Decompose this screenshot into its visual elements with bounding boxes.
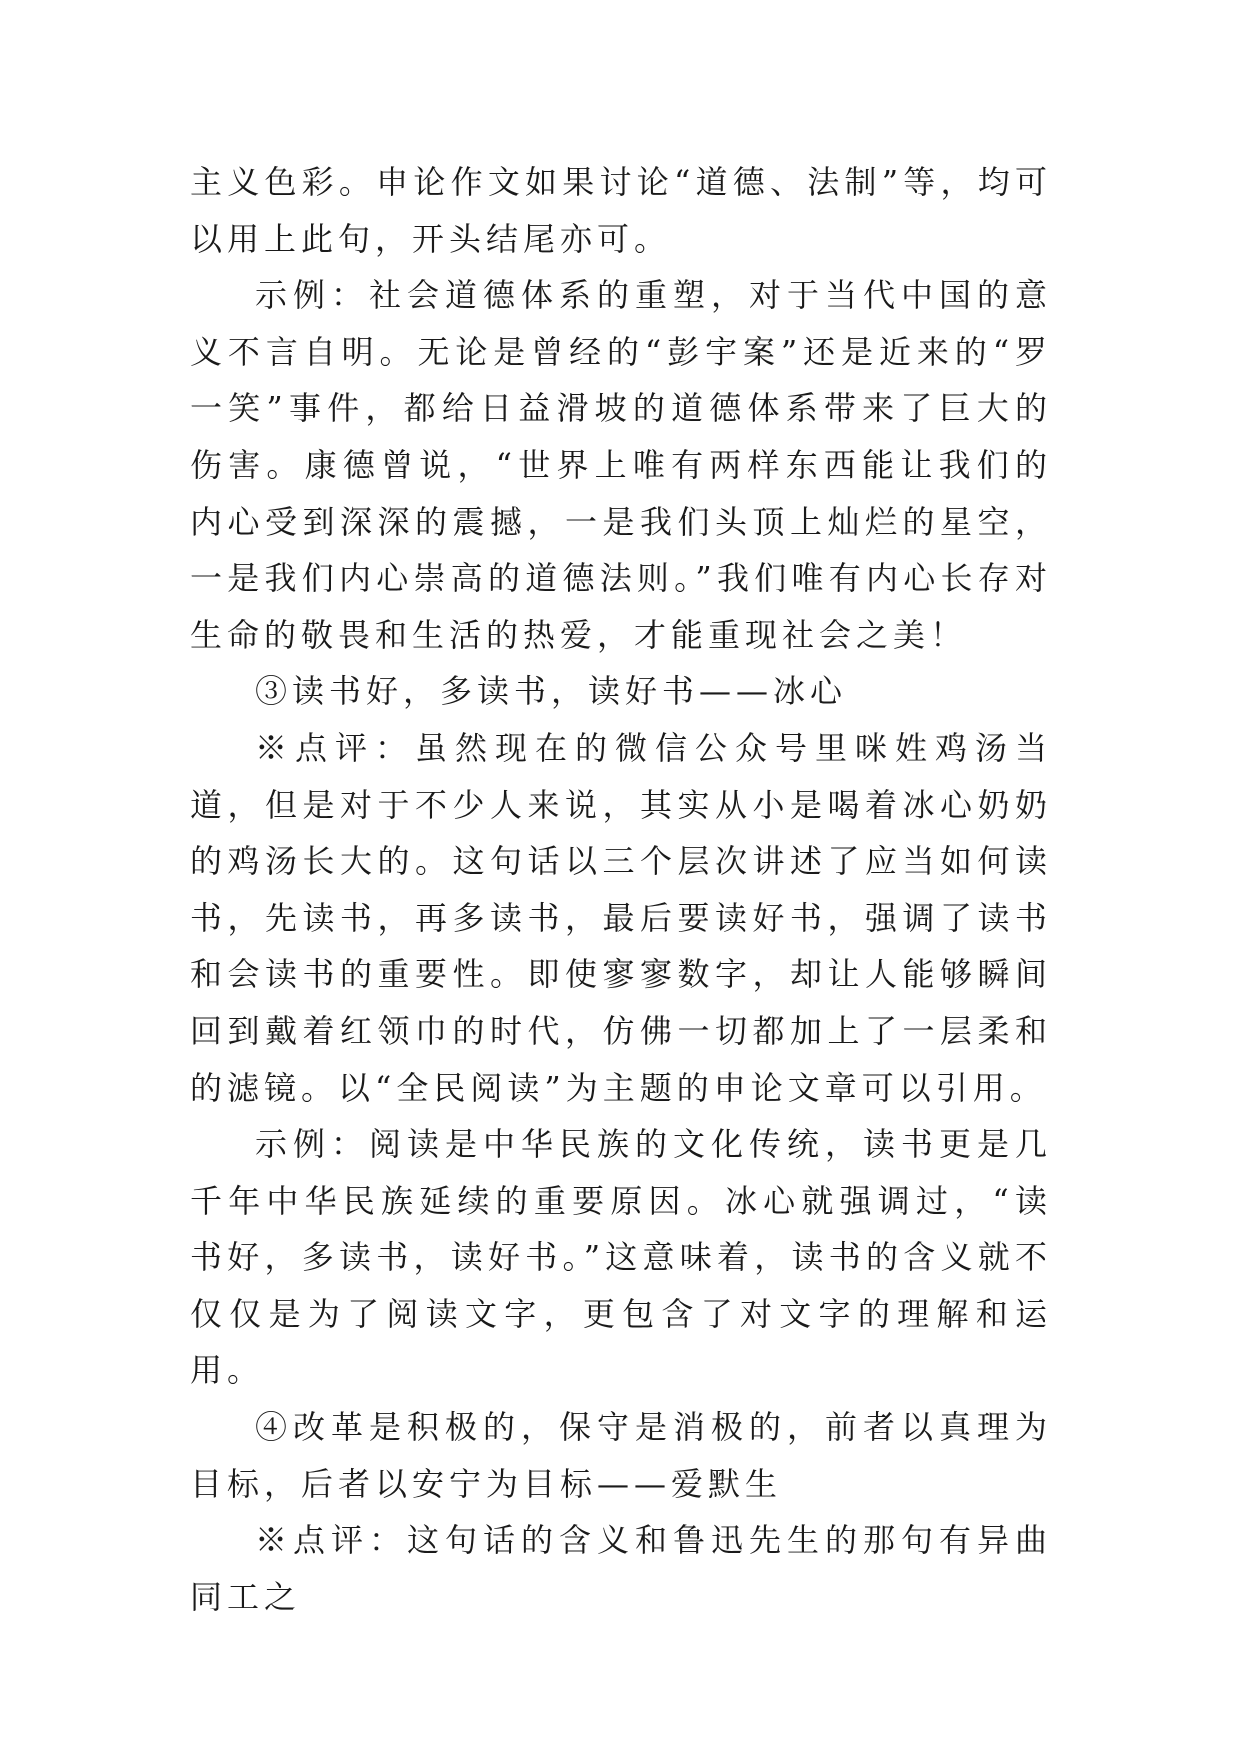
paragraph-4-comment: ※点评：虽然现在的微信公众号里咪姓鸡汤当道，但是对于不少人来说，其实从小是喝着冰心奶奶的鸡汤长大的。这句话以三个层次讲述了应当如何读书，先读书，再多读书，最后要读好书，强调了读书和会读书的重要性。即使寥寥数字，却让人能够瞬间回到戴着红领巾的时代，仿佛一切都加上了一层柔和的滤镜。以“全民阅读”为主题的申论文章可以引用。 [190, 728, 1052, 1107]
document-body [190, 154, 1052, 1625]
paragraph-1: 主义色彩。申论作文如果讨论“道德、法制”等，均可以用上此句，开头结尾亦可。 [190, 163, 1052, 258]
paragraph-6-quote: ④改革是积极的，保守是消极的，前者以真理为目标，后者以安宁为目标——爱默生 [190, 1408, 1052, 1503]
paragraph-3-quote: ③读书好，多读书，读好书——冰心 [255, 672, 848, 711]
paragraph-7-comment: ※点评：这句话的含义和鲁迅先生的那句有异曲同工之 [190, 1521, 1052, 1616]
paragraph-2-example: 示例：社会道德体系的重塑，对于当代中国的意义不言自明。无论是曾经的“彭宇案”还是近来的“罗一笑”事件，都给日益滑坡的道德体系带来了巨大的伤害。康德曾说，“世界上唯有两样东西能让我们的内心受到深深的震撼，一是我们头顶上灿烂的星空，一是我们内心崇高的道德法则。”我们唯有内心长存对生命的敬畏和生活的热爱，才能重现社会之美！ [190, 276, 1052, 654]
paragraph-5-example: 示例：阅读是中华民族的文化传统，读书更是几千年中华民族延续的重要原因。冰心就强调过，“读书好，多读书，读好书。”这意味着，读书的含义就不仅仅是为了阅读文字，更包含了对文字的理解和运用。 [190, 1125, 1052, 1390]
